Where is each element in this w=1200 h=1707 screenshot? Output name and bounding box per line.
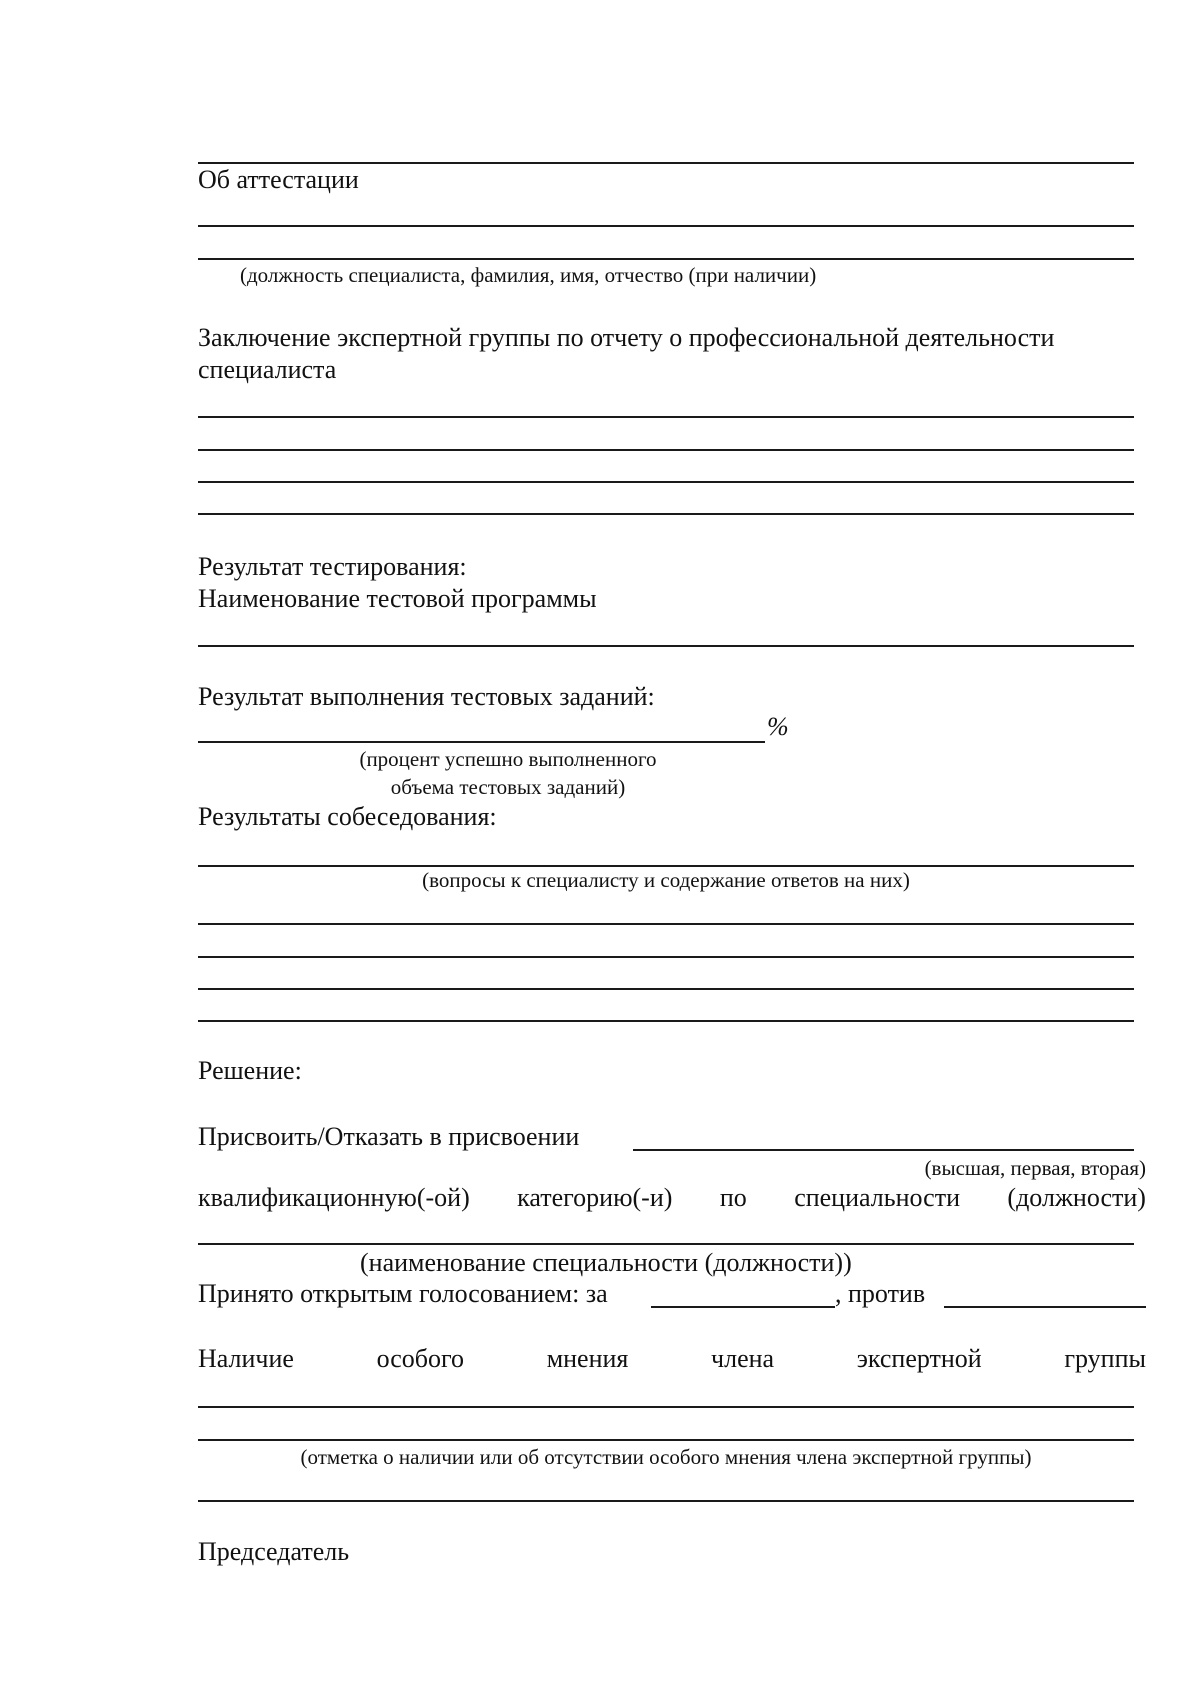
attestation-blank-line-1 — [198, 225, 1134, 227]
expert-conclusion-title-line2: специалиста — [198, 355, 337, 384]
category-blank-line — [633, 1149, 1134, 1151]
test-program-label: Наименование тестовой программы — [198, 584, 597, 613]
decision-label: Решение: — [198, 1056, 302, 1085]
category-word: (должности) — [1007, 1183, 1146, 1212]
test-tasks-label: Результат выполнения тестовых заданий: — [198, 682, 655, 711]
chairman-label: Председатель — [198, 1537, 350, 1566]
testing-result-label: Результат тестирования: — [198, 552, 467, 581]
conclusion-blank-line-2 — [198, 449, 1134, 451]
vote-against-blank-line — [944, 1306, 1146, 1308]
top-rule — [198, 162, 1134, 164]
special-opinion-caption: (отметка о наличии или об отсутствии особого мнения члена экспертной группы) — [300, 1445, 1032, 1469]
special-opinion-word: Наличие — [198, 1344, 294, 1373]
category-sentence — [198, 1183, 1146, 1213]
special-opinion-blank-line-1 — [198, 1406, 1134, 1408]
category-word: квалификационную(-ой) — [198, 1183, 470, 1212]
specialty-caption: (наименование специальности (должности)) — [360, 1248, 852, 1277]
test-percent-blank-line — [198, 741, 765, 743]
interview-caption: (вопросы к специалисту и содержание ответов на них) — [422, 868, 910, 892]
special-opinion-blank-line-2 — [198, 1439, 1134, 1441]
percent-sign: % — [767, 712, 789, 741]
special-opinion-sentence — [198, 1344, 1146, 1374]
category-word: специальности — [794, 1183, 960, 1212]
vote-label: Принято открытым голосованием: за — [198, 1279, 608, 1308]
special-opinion-word: мнения — [546, 1344, 629, 1373]
special-opinion-word: экспертной — [856, 1344, 982, 1373]
special-opinion-word: особого — [376, 1344, 465, 1373]
conclusion-blank-line-1 — [198, 416, 1134, 418]
person-caption: (должность специалиста, фамилия, имя, отчество (при наличии) — [240, 263, 817, 287]
interview-blank-line-1 — [198, 865, 1134, 867]
conclusion-blank-line-3 — [198, 481, 1134, 483]
expert-conclusion-title-line1: Заключение экспертной группы по отчету о профессиональной деятельности — [198, 323, 1055, 352]
conclusion-blank-line-4 — [198, 513, 1134, 515]
category-caption: (высшая, первая, вторая) — [924, 1156, 1146, 1180]
interview-blank-line-5 — [198, 1020, 1134, 1022]
interview-blank-line-3 — [198, 956, 1134, 958]
percent-caption-line1: (процент успешно выполненного — [359, 747, 657, 771]
special-opinion-word: группы — [1064, 1344, 1146, 1373]
special-opinion-word: члена — [711, 1344, 775, 1373]
specialty-blank-line — [198, 1243, 1134, 1245]
interview-label: Результаты собеседования: — [198, 802, 497, 831]
category-word: по — [719, 1183, 747, 1212]
special-opinion-blank-line-3 — [198, 1500, 1134, 1502]
attestation-blank-line-2 — [198, 258, 1134, 260]
interview-blank-line-2 — [198, 923, 1134, 925]
vote-for-blank-line — [651, 1306, 835, 1308]
interview-blank-line-4 — [198, 988, 1134, 990]
percent-caption-line2: объема тестовых заданий) — [390, 775, 626, 799]
category-word: категорию(-и) — [517, 1183, 673, 1212]
vote-against-label: , против — [835, 1279, 926, 1308]
assign-label: Присвоить/Отказать в присвоении — [198, 1122, 580, 1151]
test-program-blank-line — [198, 645, 1134, 647]
attestation-title: Об аттестации — [198, 165, 359, 194]
